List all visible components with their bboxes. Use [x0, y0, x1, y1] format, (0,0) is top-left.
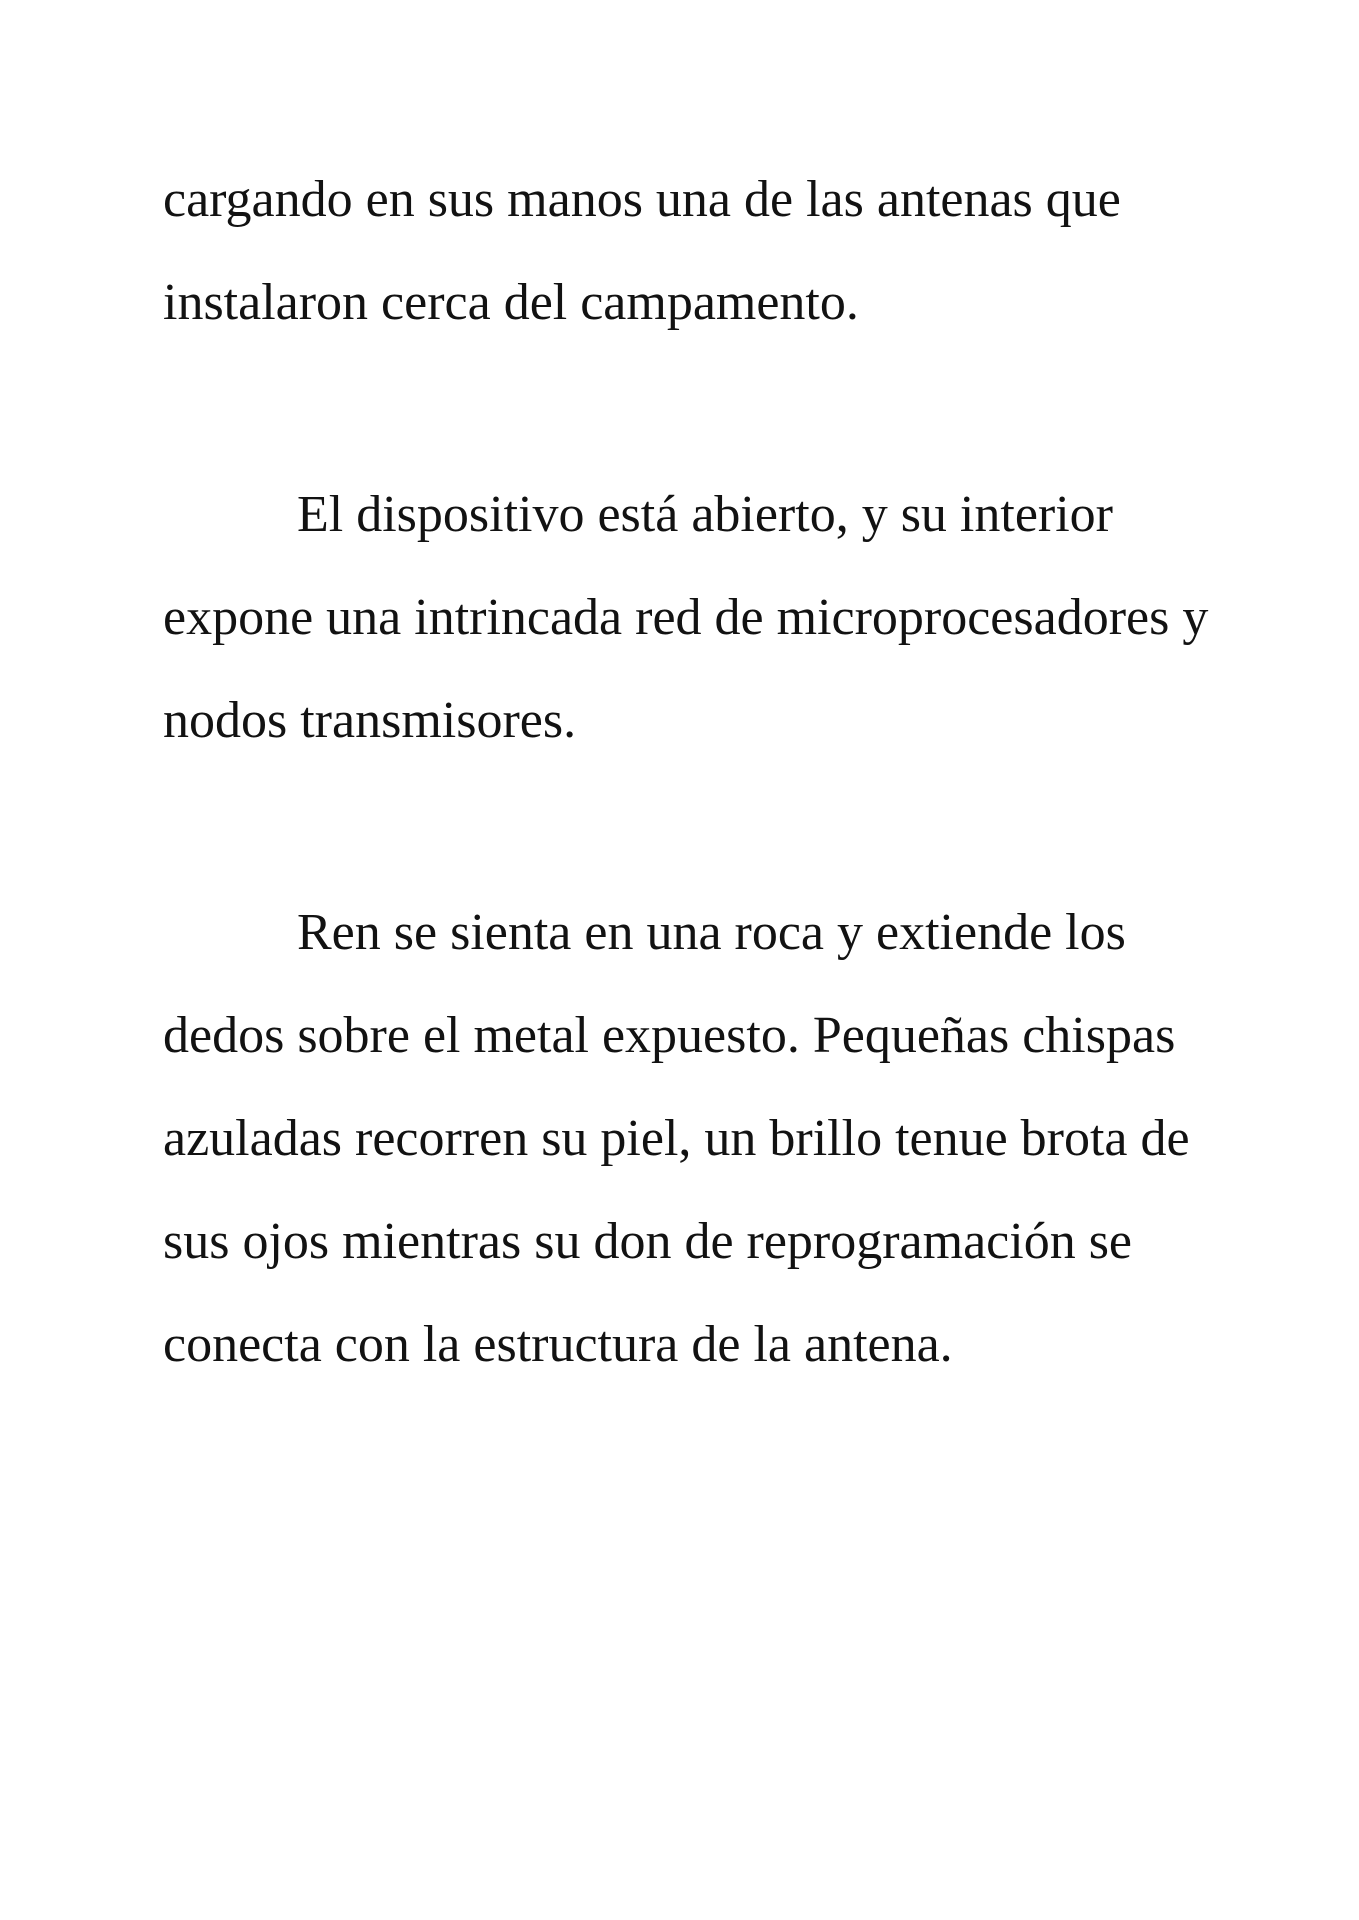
- paragraph: [163, 148, 1219, 354]
- text-line: El dispositivo está abierto, y su interior: [297, 486, 1113, 543]
- text-line: Ren se sienta en una roca y extiende los: [297, 904, 1126, 961]
- text-line: expone una intrincada red de microprocesadores y: [163, 589, 1209, 646]
- text-line: nodos transmisores.: [163, 692, 577, 749]
- paragraph: [163, 463, 1219, 772]
- text-line: sus ojos mientras su don de reprogramación se: [163, 1213, 1133, 1270]
- text-line: conecta con la estructura de la antena.: [163, 1316, 953, 1373]
- text-line: dedos sobre el metal expuesto. Pequeñas chispas: [163, 1007, 1176, 1064]
- paragraph: [163, 881, 1219, 1396]
- text-line: instalaron cerca del campamento.: [163, 274, 859, 331]
- text-line: cargando en sus manos una de las antenas que: [163, 171, 1121, 228]
- text-line: azuladas recorren su piel, un brillo tenue brota de: [163, 1110, 1190, 1167]
